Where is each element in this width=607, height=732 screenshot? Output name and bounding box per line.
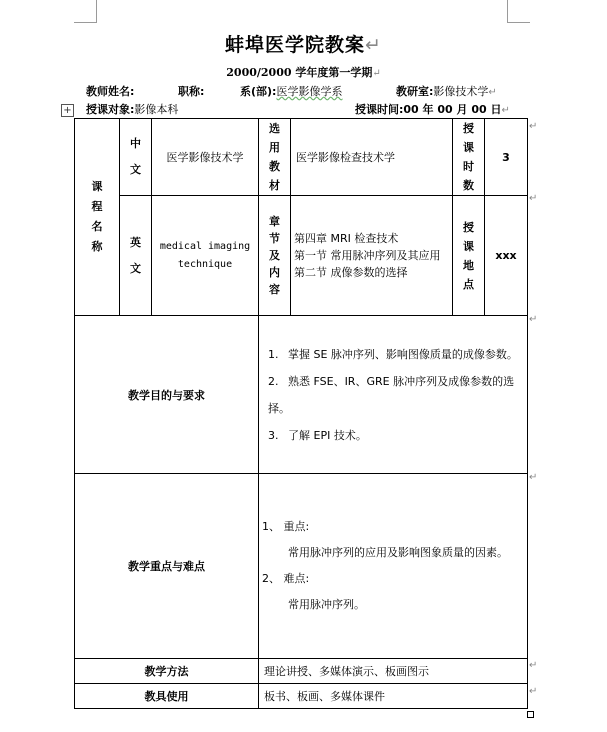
methods-value: 理论讲授、多媒体演示、板画图示: [259, 659, 528, 684]
textbook-label: 选用教材: [259, 119, 291, 196]
row-end-mark: ↵: [529, 660, 538, 671]
table-row: [75, 196, 528, 316]
location-value: xxx: [485, 196, 528, 316]
course-name-label: 课程名称: [75, 119, 120, 316]
page-corner-top-left: [74, 0, 97, 23]
table-row: [75, 659, 528, 684]
methods-label: 教学方法: [75, 659, 259, 684]
list-item: 3. 了解 EPI 技术。: [268, 428, 367, 442]
table-row: [75, 119, 528, 196]
term-line: 2000/2000 学年度第一学期↵: [226, 66, 381, 79]
row-end-mark: ↵: [529, 686, 538, 697]
table-resize-handle[interactable]: [527, 711, 534, 718]
lesson-plan-table: [74, 118, 528, 709]
office-field: 教研室:影像技术学↵: [396, 85, 497, 98]
table-row: [75, 316, 528, 474]
keypoints-label: 教学重点与难点: [75, 474, 259, 659]
keypoints-content: 1、 重点: 常用脉冲序列的应用及影响图象质量的因素。 2、 难点: 常用脉冲序列。: [259, 474, 528, 659]
table-row: [75, 684, 528, 709]
objectives-label: 教学目的与要求: [75, 316, 259, 474]
location-label: 授课地点: [453, 196, 485, 316]
row-end-mark: ↵: [529, 472, 538, 483]
table-move-handle-icon[interactable]: +: [61, 104, 74, 117]
table-row: [75, 474, 528, 659]
page-corner-top-right: [507, 0, 530, 23]
chinese-label: 中文: [120, 119, 152, 196]
list-item: 2. 熟悉 FSE、IR、GRE 脉冲序列及成像参数的选择。: [268, 374, 515, 415]
row-end-mark: ↵: [529, 314, 538, 325]
class-time-field: 授课时间:00 年 00 月 00 日↵: [355, 103, 510, 116]
list-item: 1. 掌握 SE 脉冲序列、影响图像质量的成像参数。: [268, 347, 518, 361]
audience-field: 授课对象:影像本科: [86, 103, 179, 116]
chapter-label: 章节及内容: [259, 196, 291, 316]
tools-label: 教具使用: [75, 684, 259, 709]
department-field: 系(部):医学影像学系: [240, 85, 343, 98]
hours-value: 3: [485, 119, 528, 196]
teacher-name-field: 教师姓名:: [86, 85, 135, 98]
chinese-course-name: 医学影像技术学: [152, 119, 259, 196]
english-course-name: medical imaging technique: [152, 196, 259, 316]
objectives-content: [259, 316, 528, 474]
tools-value: 板书、板画、多媒体课件: [259, 684, 528, 709]
teacher-title-field: 职称:: [178, 85, 205, 98]
document-title: 蚌埠医学院教案↵: [225, 34, 382, 56]
row-end-mark: ↵: [529, 121, 538, 132]
hours-label: 授课时数: [453, 119, 485, 196]
textbook-value: 医学影像检查技术学: [291, 119, 453, 196]
chapter-content: 第四章 MRI 检查技术 第一节 常用脉冲序列及其应用 第二节 成像参数的选择: [291, 196, 453, 316]
english-label: 英文: [120, 196, 152, 316]
row-end-mark: ↵: [529, 193, 538, 204]
